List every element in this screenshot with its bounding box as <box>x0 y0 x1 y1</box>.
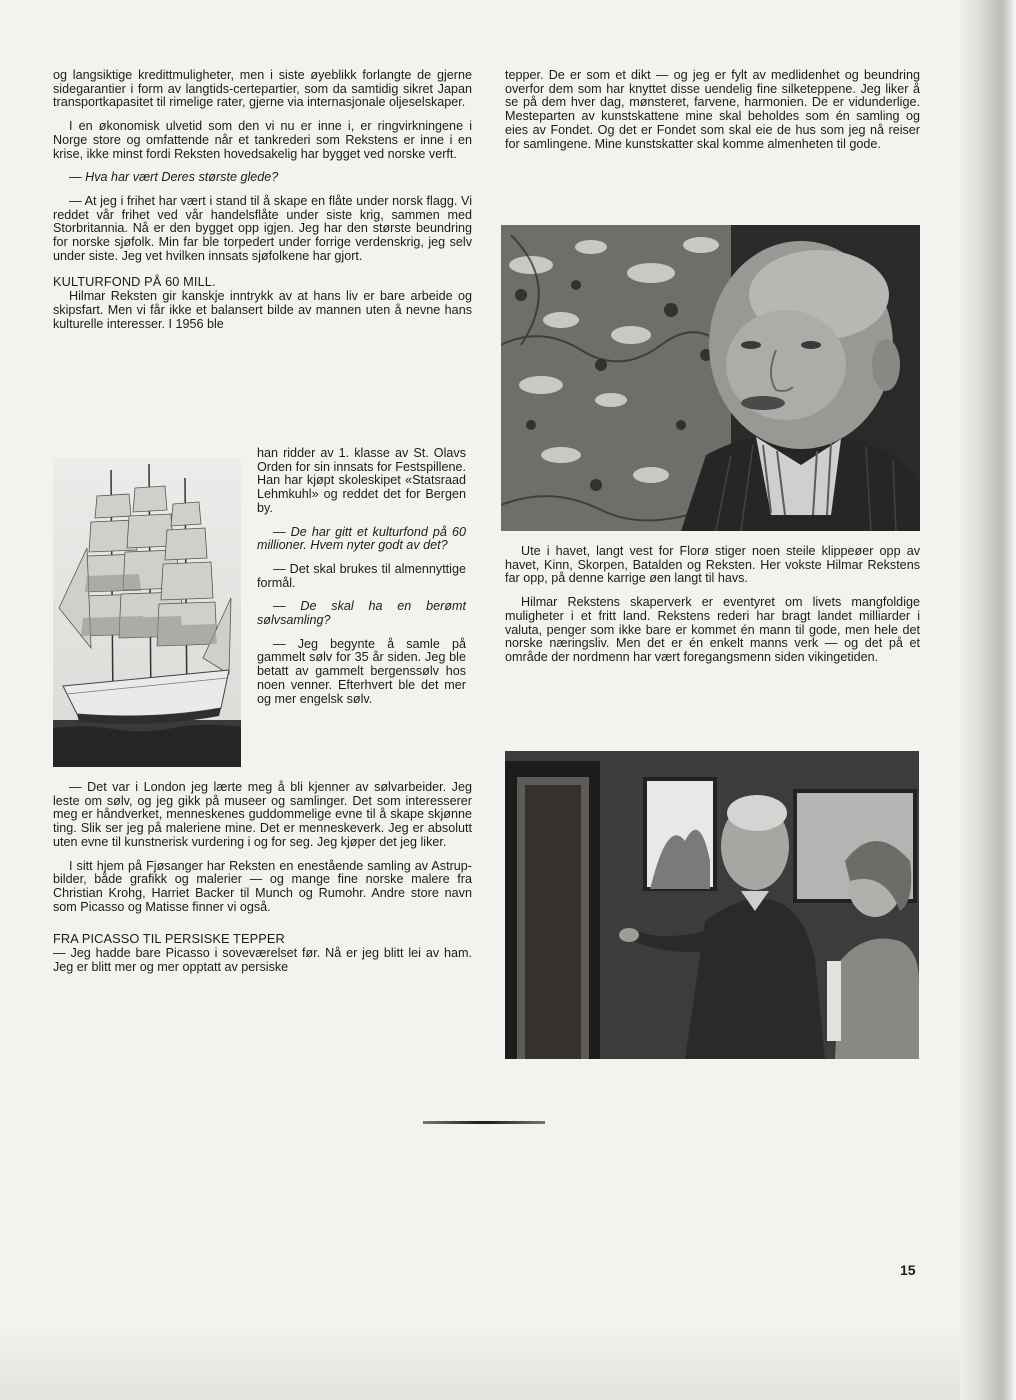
paragraph: — At jeg i frihet har vært i stand til å skape en flåte under norsk flagg. Vi reddet vår frihet ved vår handelsflåte under siste krig, sammen med Storbritannia. Nå er den bygget opp igjen. Jeg har den største beundring for norske sjøfolk. Min far ble torpedert under forrige verdenskrig, jeg selv under siste. Jeg vet hvilken innsats sjøfolkene har gjort. <box>53 193 472 263</box>
paragraph: — Jeg begynte å samle på gammelt sølv for 35 år siden. Jeg ble betatt av gammelt bergenssølv hos noen venner. Efterhvert ble det mer og mer engelsk sølv. <box>257 636 466 706</box>
paragraph: — Det skal brukes til almennyttige formål. <box>257 561 466 590</box>
section-heading-kulturfond: KULTURFOND PÅ 60 MILL. <box>53 274 216 290</box>
page-number: 15 <box>900 1262 916 1278</box>
wrap-column <box>257 447 466 706</box>
right-column-middle <box>505 545 920 665</box>
interview-question: — De skal ha en berømt sølvsamling? <box>257 599 466 628</box>
end-divider <box>423 1121 545 1124</box>
sailing-ship-photo <box>53 458 241 767</box>
right-column <box>505 69 920 151</box>
paragraph: og langsiktige kredittmuligheter, men i siste øyeblikk forlangte de gjerne sidegarantier i form av langtids-certepartier, som da samtidig sikret Japan transportkapasitet til rimelige rater, gjerne via internasjonale oljeselskaper. <box>53 68 472 110</box>
paragraph: — Det var i London jeg lærte meg å bli kjenner av sølvarbeider. Jeg leste om sølv, og jeg gikk på museer og samlinger. Det som interesserer meg er håndverket, menneskenes guddommelige evne til å skape skjønne ting. Slik ser jeg på maleriene mine. Det er menneskeverk. Jeg er absolutt uten evne til kunstnerisk vurdering i og for seg. Jeg kjøper det jeg liker. <box>53 780 472 849</box>
page-shadow <box>0 1325 975 1400</box>
paragraph: — Jeg hadde bare Picasso i soveværelset før. Nå er jeg blitt lei av ham. Jeg er blitt mer og mer opptatt av persiske <box>53 946 472 974</box>
paragraph: tepper. De er som et dikt — og jeg er fylt av medlidenhet og beundring overfor dem som har knyttet disse uendelig fine silketeppene. Jeg liker å se på dem hver dag, mønsteret, farvene, harmonien. De er vidunderlige. Mesteparten av kunstskattene mine skal beholdes som én samling og eies av Fondet. Og det er Fondet som skal eie de hus som jeg nå reiser for samlingene. Mine kunstskatter skal komme almenheten til gode. <box>505 68 920 151</box>
paragraph: Ute i havet, langt vest for Florø stiger noen steile klippeøer opp av havet, Kinn, Skorpen, Batalden og Reksten. Her vokste Hilmar Rekstens far opp, på denne karrige øen langt til havs. <box>505 544 920 586</box>
section-heading-picasso: FRA PICASSO TIL PERSISKE TEPPER <box>53 931 285 947</box>
interview-question: — De har gitt et kulturfond på 60 millioner. Hvem nyter godt av det? <box>257 524 466 553</box>
paragraph: I en økonomisk ulvetid som den vi nu er inne i, er ringvirkningene i Norge store og omfattende når et tankrederi som Rekstens er inne i en krise, ikke minst fordi Reksten hovedsakelig har bygget ved norske verft. <box>53 119 472 161</box>
paragraph: han ridder av 1. klasse av St. Olavs Orden for sin innsats for Festspillene. Han har kjøpt skoleskipet «Statsraad Lehmkuhl» og reddet det for Bergen by. <box>257 446 466 515</box>
page-edge <box>960 0 1016 1400</box>
gallery-photo <box>505 751 919 1059</box>
interview-question: — Hva har vært Deres største glede? <box>69 170 279 185</box>
left-column <box>53 69 472 331</box>
left-column-continued <box>53 781 472 974</box>
paragraph: Hilmar Reksten gir kanskje inntrykk av at hans liv er bare arbeide og skipsfart. Men vi får ikke et balansert bilde av mannen uten å nevne hans kulturelle interesser. I 1956 ble <box>53 289 472 331</box>
paragraph: I sitt hjem på Fjøsanger har Reksten en enestående samling av Astrup-bilder, både grafikk og malerier — og mange fine norske malere fra Christian Krohg, Harriet Backer til Munch og Rumohr. Andre store navn som Picasso og Matisse finner vi også. <box>53 858 472 914</box>
paragraph: Hilmar Rekstens skaperverk er eventyret om livets mangfoldige muligheter i et fritt land. Rekstens rederi har bragt landet milliarder i valuta, penger som ikke bare er kommet én mann til gode, men hele det norske næringsliv. Men det er én enkelt manns verk — og det på et område der nordmenn har vært foregangsmenn siden vikingetiden. <box>505 595 920 664</box>
portrait-photo <box>501 225 920 531</box>
